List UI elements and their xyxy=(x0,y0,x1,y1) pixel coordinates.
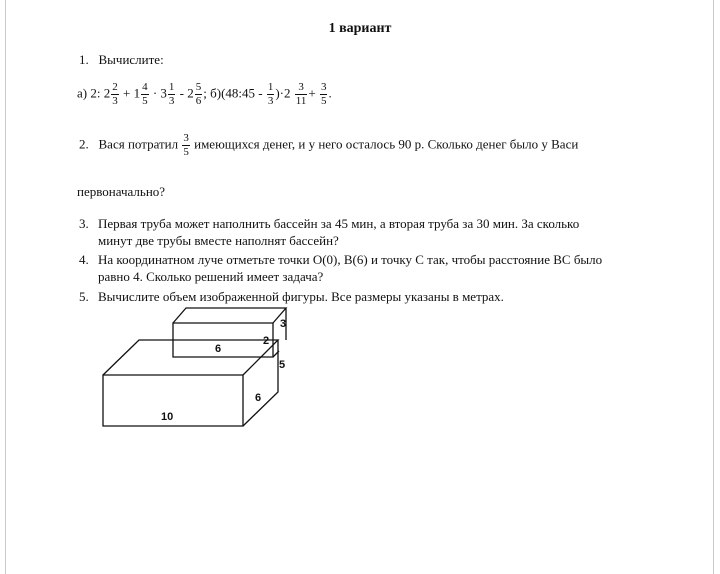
task-5-number: 5. xyxy=(79,289,89,304)
mixed-number: 3 $\frac{1}{3}$ xyxy=(160,81,175,107)
separator: ; xyxy=(203,85,207,101)
task-5-text: Вычислите объем изображенной фигуры. Все размеры указаны в метрах. xyxy=(98,289,504,304)
fraction: $\frac{3}{5}$ xyxy=(320,81,327,107)
label-base-front: 10 xyxy=(161,411,174,423)
end-period: . xyxy=(328,85,332,101)
task-1-label: Вычислите: xyxy=(98,52,164,67)
part-b-prefix: б)(48:45 - xyxy=(210,85,263,101)
mixed-number: 1 $\frac{4}{5}$ xyxy=(133,81,148,107)
mixed-number: 2 $\frac{2}{3}$ xyxy=(103,81,118,107)
operator: · xyxy=(152,85,158,101)
fraction: $\frac{3}{11}$ xyxy=(295,81,307,107)
label-top-front: 6 xyxy=(215,343,222,355)
mixed-number: 2 $\frac{5}{6}$ xyxy=(187,81,202,107)
fraction: $\frac{3}{5}$ xyxy=(183,132,189,158)
label-total-height: 5 xyxy=(279,359,286,371)
task-1-heading xyxy=(79,52,164,68)
label-top-height: 3 xyxy=(280,318,287,330)
label-top-side: 2 xyxy=(263,335,270,347)
task-1-expression xyxy=(77,82,332,107)
operator: + xyxy=(122,85,131,101)
operator: - xyxy=(179,85,184,101)
task-2-before: Вася потратил xyxy=(98,136,179,152)
task-3-text: Первая труба может наполнить бассейн за 45 мин, а вторая труба за 30 мин. За сколько минут две трубы вместе наполнят бассейн? xyxy=(98,216,580,248)
fraction: $\frac{1}{3}$ xyxy=(267,81,274,107)
stacked-boxes-figure xyxy=(98,302,298,432)
task-4-number: 4. xyxy=(79,252,89,267)
part-b-middle: )·2 xyxy=(275,85,291,101)
label-base-side: 6 xyxy=(255,392,262,404)
task-2-number: 2. xyxy=(79,136,89,152)
task-2 xyxy=(79,133,578,158)
task-3-number: 3. xyxy=(79,216,89,231)
task-2-after: имеющихся денег, и у него осталось 90 р. Сколько денег было у Васи xyxy=(194,136,579,152)
task-2-continuation: первоначально? xyxy=(77,184,166,199)
task-1-number: 1. xyxy=(79,52,89,67)
top-box-top xyxy=(173,308,286,323)
part-a-prefix: а) 2: xyxy=(77,85,101,101)
task-4-text: На координатном луче отметьте точки О(0), В(6) и точку С так, чтобы расстояние ВС было равно 4. Сколько решений имеет задача? xyxy=(98,252,603,284)
operator: + xyxy=(308,85,316,101)
page-title: 1 вариант xyxy=(328,21,392,36)
